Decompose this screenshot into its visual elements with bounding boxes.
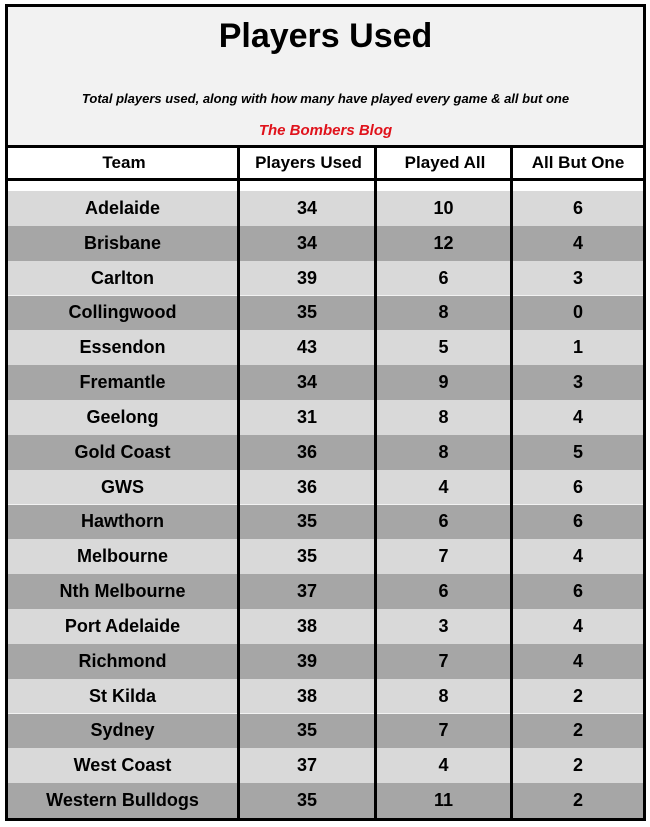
players-used-table xyxy=(5,4,646,821)
cell-players-used: 36 xyxy=(296,441,318,462)
column-divider xyxy=(510,145,513,818)
cell-played-all: 3 xyxy=(438,615,449,636)
cell-players-used: 34 xyxy=(296,372,318,393)
cell-all-but-one: 3 xyxy=(572,372,583,393)
cell-players-used: 39 xyxy=(296,650,318,671)
cell-all-but-one: 4 xyxy=(572,406,583,427)
cell-all-but-one: 0 xyxy=(572,302,583,323)
cell-all-but-one: 2 xyxy=(572,755,583,776)
cell-players-used: 38 xyxy=(296,615,318,636)
cell-team: St Kilda xyxy=(88,685,156,706)
cell-players-used: 43 xyxy=(296,337,318,358)
cell-all-but-one: 6 xyxy=(572,581,583,602)
table-row xyxy=(8,400,643,435)
table-row xyxy=(8,261,643,296)
table-row xyxy=(8,296,643,331)
cell-team: Richmond xyxy=(78,650,167,671)
cell-played-all: 8 xyxy=(438,406,449,427)
cell-played-all: 6 xyxy=(438,581,449,602)
cell-team: Western Bulldogs xyxy=(46,790,199,811)
cell-team: Carlton xyxy=(91,267,154,288)
cell-played-all: 5 xyxy=(438,337,449,358)
cell-all-but-one: 1 xyxy=(572,337,583,358)
column-divider xyxy=(237,145,240,818)
cell-team: Brisbane xyxy=(83,232,162,253)
cell-players-used: 31 xyxy=(296,406,318,427)
cell-all-but-one: 6 xyxy=(572,511,583,532)
cell-played-all: 9 xyxy=(438,372,449,393)
cell-players-used: 37 xyxy=(296,755,318,776)
table-row xyxy=(8,365,643,400)
cell-all-but-one: 5 xyxy=(572,441,583,462)
table-row xyxy=(8,644,643,679)
column-divider xyxy=(374,145,377,818)
header-team: Team xyxy=(102,153,146,172)
cell-played-all: 7 xyxy=(438,720,449,741)
table-subtitle: Total players used, along with how many have played every game & all but one xyxy=(81,91,570,106)
cell-players-used: 36 xyxy=(296,476,318,497)
header-gap xyxy=(8,181,643,191)
table-row xyxy=(8,783,643,818)
table-row xyxy=(8,609,643,644)
cell-players-used: 34 xyxy=(296,232,318,253)
cell-team: Hawthorn xyxy=(81,511,164,532)
table-body xyxy=(8,191,643,818)
cell-played-all: 6 xyxy=(438,511,449,532)
header-players-used: Players Used xyxy=(255,153,362,172)
header-row xyxy=(8,145,643,181)
cell-played-all: 10 xyxy=(433,197,454,218)
table-row xyxy=(8,505,643,540)
cell-played-all: 7 xyxy=(438,650,449,671)
cell-players-used: 35 xyxy=(296,546,318,567)
cell-played-all: 4 xyxy=(438,476,449,497)
header-all-but-one: All But One xyxy=(531,153,625,172)
table-row xyxy=(8,679,643,714)
cell-played-all: 4 xyxy=(438,755,449,776)
table-row xyxy=(8,539,643,574)
blog-credit: The Bombers Blog xyxy=(258,122,393,139)
cell-team: Essendon xyxy=(79,337,166,358)
cell-all-but-one: 3 xyxy=(572,267,583,288)
cell-played-all: 7 xyxy=(438,546,449,567)
cell-team: Collingwood xyxy=(68,302,177,323)
cell-team: Melbourne xyxy=(76,546,168,567)
cell-team: GWS xyxy=(101,476,144,497)
cell-team: Geelong xyxy=(86,406,159,427)
cell-all-but-one: 6 xyxy=(572,197,583,218)
cell-played-all: 11 xyxy=(433,790,454,811)
cell-players-used: 35 xyxy=(296,511,318,532)
table-row xyxy=(8,435,643,470)
cell-team: Port Adelaide xyxy=(64,615,181,636)
cell-players-used: 37 xyxy=(296,581,318,602)
header-played-all: Played All xyxy=(404,153,486,172)
table-row xyxy=(8,330,643,365)
cell-players-used: 35 xyxy=(296,790,318,811)
cell-all-but-one: 6 xyxy=(572,476,583,497)
cell-team: Fremantle xyxy=(79,372,166,393)
cell-players-used: 35 xyxy=(296,720,318,741)
cell-team: Sydney xyxy=(90,720,155,741)
table-row xyxy=(8,748,643,783)
cell-players-used: 35 xyxy=(296,302,318,323)
cell-team: Gold Coast xyxy=(74,441,171,462)
cell-players-used: 38 xyxy=(296,685,318,706)
cell-played-all: 12 xyxy=(433,232,454,253)
cell-all-but-one: 4 xyxy=(572,232,583,253)
table-row xyxy=(8,574,643,609)
cell-team: Nth Melbourne xyxy=(59,581,186,602)
cell-all-but-one: 2 xyxy=(572,790,583,811)
table-title: Players Used xyxy=(218,17,433,55)
cell-players-used: 34 xyxy=(296,197,318,218)
table-row xyxy=(8,714,643,749)
cell-players-used: 39 xyxy=(296,267,318,288)
cell-all-but-one: 2 xyxy=(572,685,583,706)
table-row xyxy=(8,470,643,505)
cell-played-all: 8 xyxy=(438,685,449,706)
table-row xyxy=(8,191,643,226)
cell-all-but-one: 2 xyxy=(572,720,583,741)
title-block xyxy=(8,7,643,145)
table-row xyxy=(8,226,643,261)
cell-all-but-one: 4 xyxy=(572,650,583,671)
cell-all-but-one: 4 xyxy=(572,546,583,567)
cell-team: West Coast xyxy=(73,755,172,776)
cell-played-all: 6 xyxy=(438,267,449,288)
cell-all-but-one: 4 xyxy=(572,615,583,636)
cell-team: Adelaide xyxy=(84,197,161,218)
cell-played-all: 8 xyxy=(438,441,449,462)
cell-played-all: 8 xyxy=(438,302,449,323)
